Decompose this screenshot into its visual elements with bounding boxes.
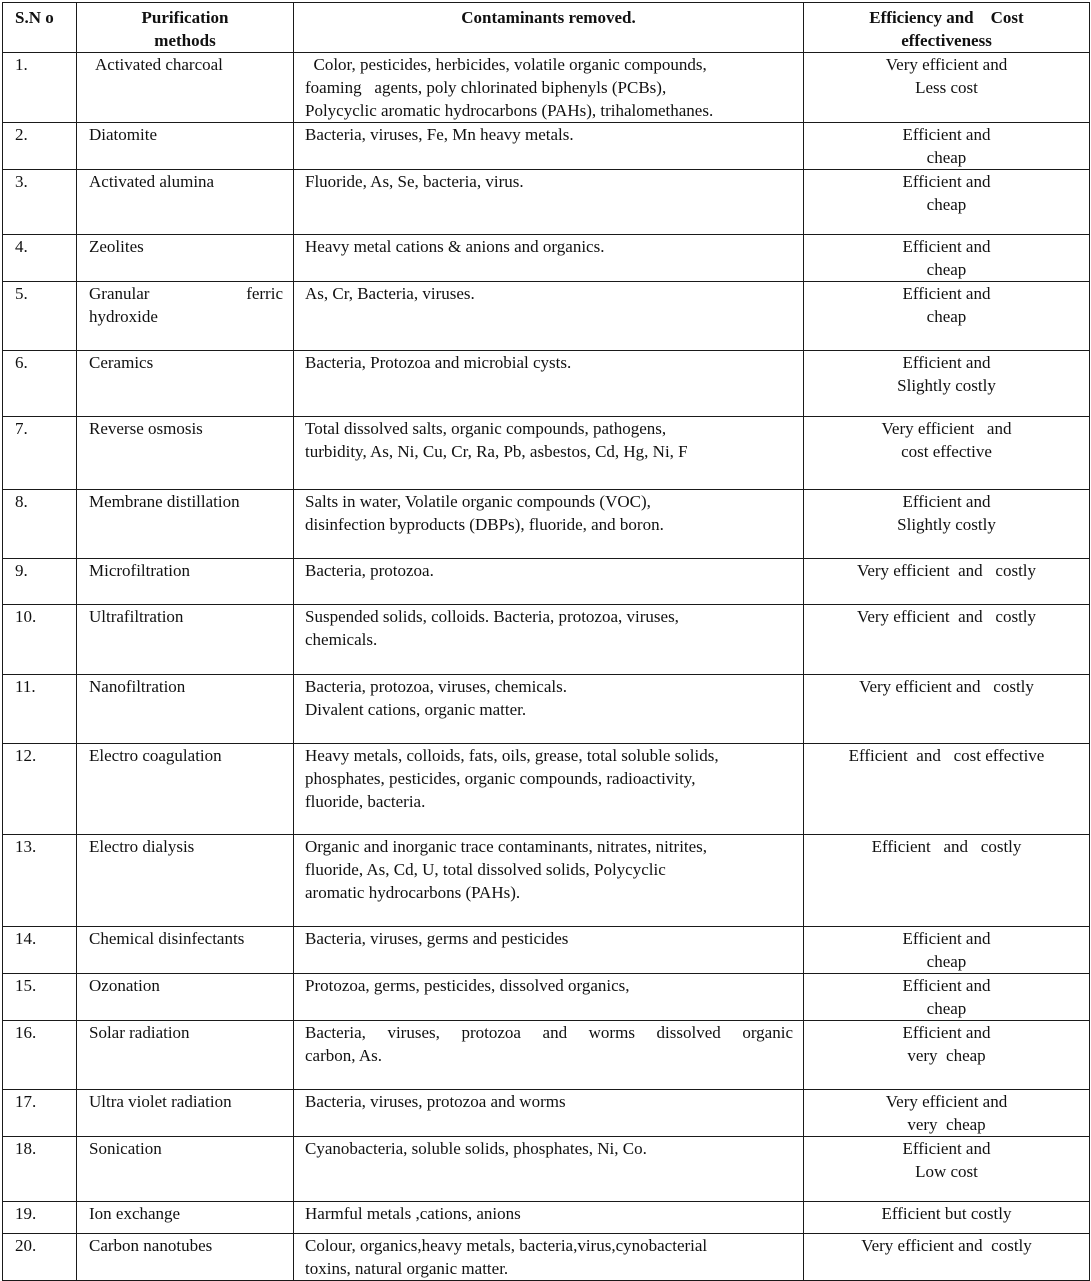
header-sno: S.N o [3, 3, 77, 53]
cell-sno: 2. [3, 123, 77, 170]
cell-sno: 20. [3, 1234, 77, 1281]
cell-sno: 12. [3, 744, 77, 835]
cell-efficiency: Efficient and Slightly costly [804, 351, 1090, 417]
table-row [3, 53, 1090, 123]
cell-method: Solar radiation [77, 1021, 294, 1090]
cell-method: Membrane distillation [77, 490, 294, 559]
cell-contaminants: Protozoa, germs, pesticides, dissolved organics, [294, 974, 804, 1021]
cell-sno: 1. [3, 53, 77, 123]
cell-method: Sonication [77, 1137, 294, 1202]
cell-method: Chemical disinfectants [77, 927, 294, 974]
cell-efficiency: Very efficient and costly [804, 1234, 1090, 1281]
header-method: Purification methods [77, 3, 294, 53]
table-row [3, 974, 1090, 1021]
cell-sno: 3. [3, 170, 77, 235]
cell-efficiency: Efficient and cheap [804, 170, 1090, 235]
cell-efficiency: Efficient and cost effective [804, 744, 1090, 835]
table-row [3, 123, 1090, 170]
table-row [3, 675, 1090, 744]
cell-contaminants: Fluoride, As, Se, bacteria, virus. [294, 170, 804, 235]
cell-method: Ozonation [77, 974, 294, 1021]
cell-contaminants: Bacteria, Protozoa and microbial cysts. [294, 351, 804, 417]
table-row [3, 605, 1090, 675]
cell-sno: 11. [3, 675, 77, 744]
table-row [3, 1090, 1090, 1137]
cell-efficiency: Efficient and cheap [804, 282, 1090, 351]
cell-method: Electro coagulation [77, 744, 294, 835]
cell-contaminants: Salts in water, Volatile organic compounds (VOC), disinfection byproducts (DBPs), fluoride, and boron. [294, 490, 804, 559]
cell-sno: 13. [3, 835, 77, 927]
table-row [3, 351, 1090, 417]
table-row [3, 1021, 1090, 1090]
cell-sno: 7. [3, 417, 77, 490]
cell-sno: 17. [3, 1090, 77, 1137]
cell-contaminants: Bacteria, protozoa, viruses, chemicals. Divalent cations, organic matter. [294, 675, 804, 744]
table-row [3, 282, 1090, 351]
cell-contaminants: Bacteria, viruses, protozoa and worms [294, 1090, 804, 1137]
cell-efficiency: Efficient and very cheap [804, 1021, 1090, 1090]
cell-contaminants: Heavy metals, colloids, fats, oils, grease, total soluble solids, phosphates, pesticides, organic compounds, radioactivity, fluoride, bacteria. [294, 744, 804, 835]
purification-methods-table [2, 2, 1090, 1281]
cell-sno: 9. [3, 559, 77, 605]
cell-contaminants: Bacteria, viruses, Fe, Mn heavy metals. [294, 123, 804, 170]
cell-contaminants: Harmful metals ,cations, anions [294, 1202, 804, 1234]
cell-method: Diatomite [77, 123, 294, 170]
cell-method: Ceramics [77, 351, 294, 417]
table-row [3, 1137, 1090, 1202]
table-body [3, 53, 1090, 1281]
cell-efficiency: Very efficient and Less cost [804, 53, 1090, 123]
cell-sno: 16. [3, 1021, 77, 1090]
table-row [3, 490, 1090, 559]
cell-efficiency: Efficient and cheap [804, 974, 1090, 1021]
cell-efficiency: Very efficient and cost effective [804, 417, 1090, 490]
cell-efficiency: Efficient and cheap [804, 927, 1090, 974]
table-row [3, 235, 1090, 282]
cell-method: Ultra violet radiation [77, 1090, 294, 1137]
cell-method: Microfiltration [77, 559, 294, 605]
cell-efficiency: Efficient and costly [804, 835, 1090, 927]
cell-contaminants: Bacteria, protozoa. [294, 559, 804, 605]
cell-contaminants: Heavy metal cations & anions and organics. [294, 235, 804, 282]
cell-sno: 18. [3, 1137, 77, 1202]
cell-contaminants: Organic and inorganic trace contaminants, nitrates, nitrites, fluoride, As, Cd, U, total dissolved solids, Polycyclic aromatic hydrocarbons (PAHs). [294, 835, 804, 927]
cell-method: Activated alumina [77, 170, 294, 235]
cell-contaminants: Bacteria, viruses, protozoa and worms dissolved organic carbon, As. [294, 1021, 804, 1090]
cell-contaminants: Colour, organics,heavy metals, bacteria,virus,cynobacterial toxins, natural organic matter. [294, 1234, 804, 1281]
header-contaminants: Contaminants removed. [294, 3, 804, 53]
cell-method: Ultrafiltration [77, 605, 294, 675]
cell-efficiency: Very efficient and costly [804, 605, 1090, 675]
cell-method: Nanofiltration [77, 675, 294, 744]
table-row [3, 1202, 1090, 1234]
cell-sno: 5. [3, 282, 77, 351]
cell-sno: 14. [3, 927, 77, 974]
cell-sno: 4. [3, 235, 77, 282]
cell-method: Reverse osmosis [77, 417, 294, 490]
table-tail-lines [2, 1274, 804, 1279]
cell-contaminants: Bacteria, viruses, germs and pesticides [294, 927, 804, 974]
cell-contaminants: Cyanobacteria, soluble solids, phosphates, Ni, Co. [294, 1137, 804, 1202]
cell-contaminants: Color, pesticides, herbicides, volatile organic compounds, foaming agents, poly chlorinated biphenyls (PCBs), Polycyclic aromatic hydrocarbons (PAHs), trihalomethanes. [294, 53, 804, 123]
cell-contaminants: As, Cr, Bacteria, viruses. [294, 282, 804, 351]
cell-sno: 19. [3, 1202, 77, 1234]
header-row [3, 3, 1090, 53]
cell-sno: 15. [3, 974, 77, 1021]
cell-method: Carbon nanotubes [77, 1234, 294, 1281]
table-row [3, 744, 1090, 835]
cell-sno: 8. [3, 490, 77, 559]
cell-efficiency: Efficient and cheap [804, 235, 1090, 282]
table-row [3, 927, 1090, 974]
cell-sno: 6. [3, 351, 77, 417]
cell-efficiency: Very efficient and costly [804, 559, 1090, 605]
table-row [3, 170, 1090, 235]
cell-method: Electro dialysis [77, 835, 294, 927]
table-row [3, 559, 1090, 605]
table-row [3, 417, 1090, 490]
cell-efficiency: Efficient and Slightly costly [804, 490, 1090, 559]
cell-efficiency: Efficient but costly [804, 1202, 1090, 1234]
table-row [3, 835, 1090, 927]
header-efficiency: Efficiency and Cost effectiveness [804, 3, 1090, 53]
cell-efficiency: Very efficient and costly [804, 675, 1090, 744]
cell-contaminants: Total dissolved salts, organic compounds, pathogens, turbidity, As, Ni, Cu, Cr, Ra, Pb, asbestos, Cd, Hg, Ni, F [294, 417, 804, 490]
cell-method: Zeolites [77, 235, 294, 282]
cell-method: Ion exchange [77, 1202, 294, 1234]
cell-method: Granular ferric hydroxide [77, 282, 294, 351]
cell-sno: 10. [3, 605, 77, 675]
cell-efficiency: Efficient and cheap [804, 123, 1090, 170]
cell-contaminants: Suspended solids, colloids. Bacteria, protozoa, viruses, chemicals. [294, 605, 804, 675]
cell-efficiency: Efficient and Low cost [804, 1137, 1090, 1202]
cell-efficiency: Very efficient and very cheap [804, 1090, 1090, 1137]
cell-method: Activated charcoal [77, 53, 294, 123]
